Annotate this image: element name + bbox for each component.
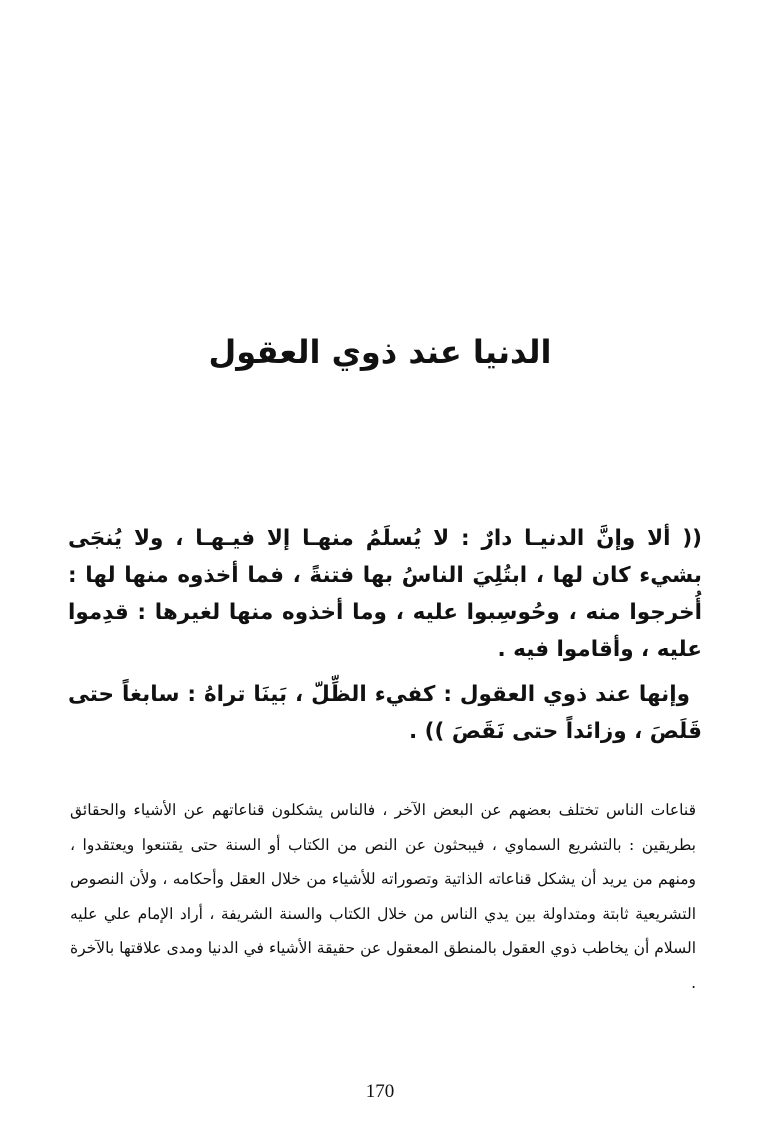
quoted-passage xyxy=(68,520,702,750)
commentary-paragraph: قناعات الناس تختلف بعضهم عن البعض الآخر ، فالناس يشكلون قناعاتهم عن الأشياء والحقائق بطريقين : بالتشريع السماوي ، فيبحثون عن النص من الكتاب أو السنة حتى يقتنعوا ويعتقدوا ، ومنهم من يريد أن يشكل قناعاته الذاتية وتصوراته للأشياء من خلال العقل وأحكامه ، ولأن النصوص التشريعية ثابتة ومتداولة بين يدي الناس من خلال الكتاب والسنة الشريفة ، أراد الإمام علي عليه السلام أن يخاطب ذوي العقول بالمنطق المعقول عن حقيقة الأشياء في الدنيا ومدى علاقتها بالآخرة . xyxy=(70,801,696,992)
chapter-title: الدنيا عند ذوي العقول xyxy=(208,333,552,372)
commentary-section xyxy=(70,793,696,1000)
quote-paragraph-1: (( ألا وإنَّ الدنيـا دارٌ : لا يُسلَمُ منهـا إلا فيـهـا ، ولا يُنجَى بشيء كان لها ، ابتُلِيَ الناسُ بها فتنةً ، فما أخذوه منها لها : أُخرجوا منه ، وحُوسِبوا عليه ، وما أخذوه منها لغيرها : قدِموا عليه ، وأقاموا فيه . xyxy=(68,526,702,662)
page-number: 170 xyxy=(365,1081,395,1102)
quote-paragraph-2: وإنها عند ذوي العقول : كفيء الظِّلّ ، بَينَا تراهُ : سابغاً حتى قَلَصَ ، وزائداً حتى نَقَصَ )) . xyxy=(68,682,702,744)
